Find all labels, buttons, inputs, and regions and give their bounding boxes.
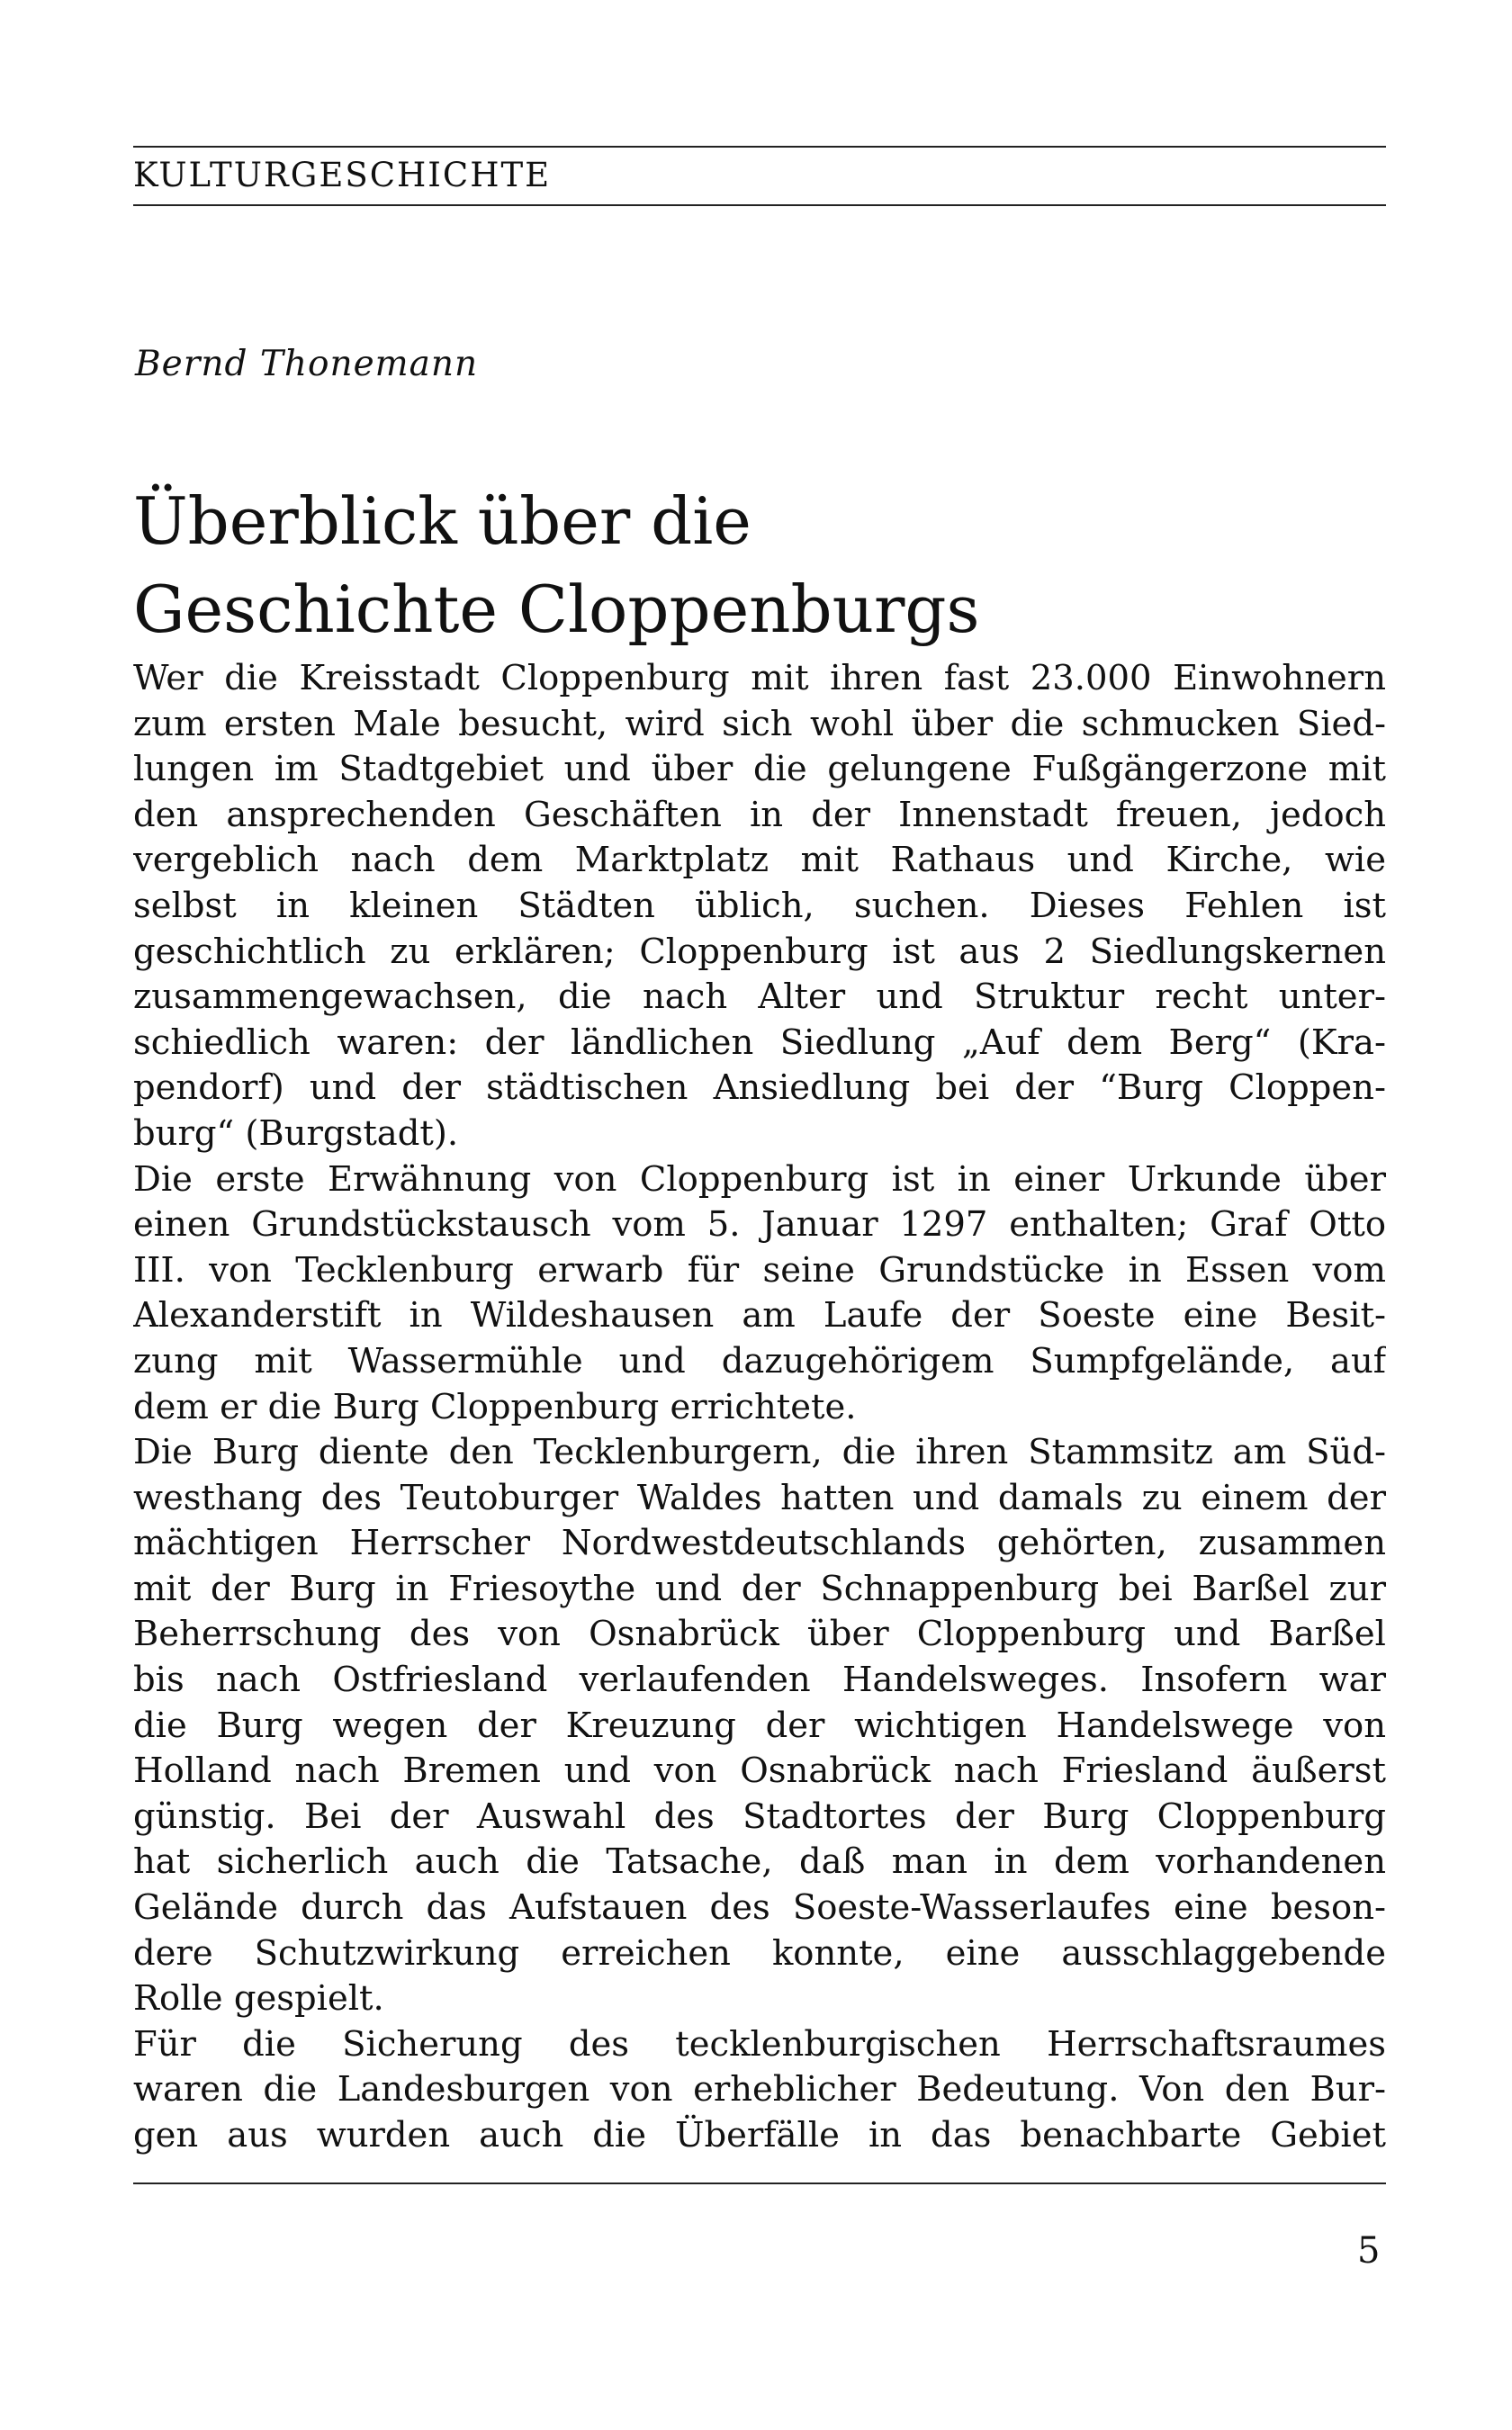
page-number: 5: [1357, 2230, 1381, 2272]
paragraph-line: burg“ (Burgstadt).: [133, 1112, 459, 1154]
article-body: [133, 656, 1386, 2159]
paragraph-line: günstig. Bei der Auswahl des Stadtortes der Burg Cloppenburg: [133, 1796, 1386, 1837]
author-name: Bernd Thonemann: [135, 344, 479, 384]
paragraph-line: lungen im Stadtgebiet und über die gelungene Fußgängerzone mit: [133, 749, 1386, 790]
paragraph-line: Wer die Kreisstadt Cloppenburg mit ihren fast 23.000 Einwohnern: [133, 658, 1386, 698]
paragraph: [133, 1430, 1386, 2022]
paragraph-line: dem er die Burg Cloppenburg errichtete.: [133, 1386, 857, 1427]
paragraph: [133, 656, 1386, 1157]
paragraph-line: zum ersten Male besucht, wird sich wohl über die schmucken Sied-: [133, 703, 1386, 744]
paragraph-line: waren die Landesburgen von erheblicher Bedeutung. Von den Bur-: [133, 2069, 1386, 2110]
paragraph-line: mächtigen Herrscher Nordwestdeutschlands gehörten, zusammen: [133, 1523, 1386, 1564]
paragraph-line: Gelände durch das Aufstauen des Soeste-Wasserlaufes eine beson-: [133, 1887, 1386, 1929]
paragraph-line: vergeblich nach dem Marktplatz mit Rathaus und Kirche, wie: [133, 840, 1386, 881]
paragraph-line: Die erste Erwähnung von Cloppenburg ist in einer Urkunde über: [133, 1158, 1386, 1200]
paragraph-line: schiedlich waren: der ländlichen Siedlung „Auf dem Berg“ (Kra-: [133, 1022, 1386, 1063]
paragraph-line: westhang des Teutoburger Waldes hatten und damals zu einem der: [133, 1477, 1386, 1518]
header-bottom-rule: [133, 204, 1386, 206]
paragraph-line: pendorf) und der städtischen Ansiedlung bei der “Burg Cloppen-: [133, 1067, 1386, 1109]
paragraph-line: den ansprechenden Geschäften in der Innenstadt freuen, jedoch: [133, 794, 1386, 835]
paragraph-line: mit der Burg in Friesoythe und der Schnappenburg bei Barßel zur: [133, 1568, 1386, 1609]
paragraph-line: geschichtlich zu erklären; Cloppenburg ist aus 2 Siedlungskernen: [133, 931, 1386, 972]
paragraph-line: zusammengewachsen, die nach Alter und Struktur recht unter-: [133, 976, 1386, 1018]
article-title-line: Überblick über die: [133, 483, 752, 559]
paragraph-line: Alexanderstift in Wildeshausen am Laufe der Soeste eine Besit-: [133, 1295, 1386, 1336]
paragraph-line: Rolle gespielt.: [133, 1978, 384, 2020]
paragraph: [133, 1157, 1386, 1431]
paragraph-line: dere Schutzwirkung erreichen konnte, eine ausschlaggebende: [133, 1932, 1386, 1974]
header-top-rule: [133, 146, 1386, 148]
paragraph-line: Für die Sicherung des tecklenburgischen Herrschaftsraumes: [133, 2023, 1386, 2065]
paragraph-line: gen aus wurden auch die Überfälle in das benachbarte Gebiet: [133, 2115, 1386, 2156]
paragraph-line: Die Burg diente den Tecklenburgern, die ihren Stammsitz am Süd-: [133, 1432, 1386, 1473]
footer-rule: [133, 2182, 1386, 2184]
paragraph-line: selbst in kleinen Städten üblich, suchen. Dieses Fehlen ist: [133, 885, 1386, 926]
paragraph-line: hat sicherlich auch die Tatsache, daß man in dem vorhandenen: [133, 1841, 1386, 1883]
article-title-line: Geschichte Cloppenburgs: [133, 572, 980, 647]
paragraph-line: bis nach Ostfriesland verlaufenden Handelsweges. Insofern war: [133, 1660, 1386, 1701]
paragraph-line: Holland nach Bremen und von Osnabrück nach Friesland äußerst: [133, 1750, 1386, 1792]
paragraph-line: III. von Tecklenburg erwarb für seine Grundstücke in Essen vom: [133, 1249, 1386, 1291]
section-label: KULTURGESCHICHTE: [133, 156, 552, 194]
paragraph-line: die Burg wegen der Kreuzung der wichtigen Handelswege von: [133, 1705, 1386, 1746]
paragraph-line: zung mit Wassermühle und dazugehörigem Sumpfgelände, auf: [133, 1340, 1386, 1382]
paragraph: [133, 2022, 1386, 2159]
paragraph-line: Beherrschung des von Osnabrück über Cloppenburg und Barßel: [133, 1614, 1386, 1655]
paragraph-line: einen Grundstückstausch vom 5. Januar 1297 enthalten; Graf Otto: [133, 1204, 1386, 1246]
article-title: [133, 477, 1386, 653]
